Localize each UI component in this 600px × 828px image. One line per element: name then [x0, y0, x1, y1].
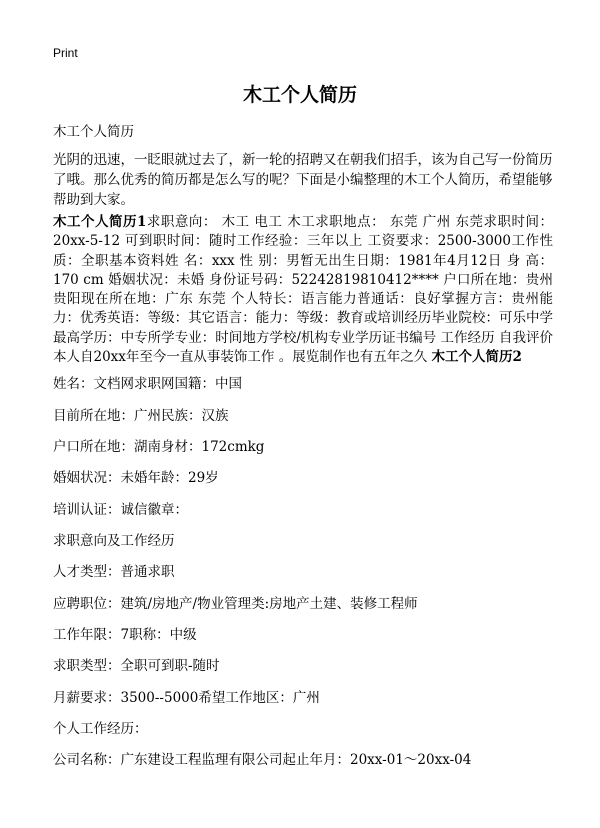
field-line: 目前所在地：广州民族：汉族: [53, 408, 229, 424]
intro-paragraph: 光阴的迅速，一眨眼就过去了，新一轮的招聘又在朝我们招手，该为自己写一份简历了哦。那么优秀的简历都是怎么写的呢？下面是小编整理的木工个人简历，希望能够帮助到大家。: [53, 152, 553, 208]
resume-1-body: 求职意向： 木工 电工 木工求职地点： 东莞 广州 东莞求职时间：20xx-5-12 可到职时间：随时工作经验：三年以上 工资要求：2500-3000工作性质：全职基本资料姓 名：xxx 性 别：男暂无出生日期：1981年4月12日 身 高：170 cm 婚姻状况：未婚 身份证号码：52242819810412**** 户口所在地：贵州 贵阳现在所在地：广东 东莞 个人特长：语言能力普通话：良好掌握方言：贵州能力：优秀英语：等级：其它语言：能力：等级：教育或培训经历毕业院校：可乐中学最高学历：中专所学专业：时间地方学校/机构专业学历证书编号 工作经历 自我评价本人自20xx年至今一直从事装饰工作 。展览制作也有五年之久: [53, 214, 553, 366]
resume-1-heading: 木工个人简历1: [53, 214, 147, 230]
field-line: 求职类型：全职可到职-随时: [53, 658, 220, 674]
section-heading: 个人工作经历：: [53, 721, 148, 737]
field-line: 姓名：文档网求职网国籍：中国: [53, 376, 242, 392]
resume-1-paragraph: [53, 213, 553, 367]
field-line: 应聘职位：建筑/房地产/物业管理类:房地产土建、装修工程师: [53, 596, 418, 612]
section-heading: 求职意向及工作经历: [53, 533, 175, 549]
field-line: 人才类型：普通求职: [53, 564, 175, 580]
field-line: 培训认证：诚信徽章：: [53, 502, 188, 518]
field-line: 月薪要求：3500--5000希望工作地区：广州: [53, 690, 320, 706]
page-title: 木工个人简历: [242, 84, 357, 106]
field-line: 婚姻状况：未婚年龄：29岁: [53, 470, 219, 486]
document-subtitle: 木工个人简历: [53, 124, 134, 140]
field-line: 公司名称：广东建设工程监理有限公司起止年月：20xx-01～20xx-04: [53, 752, 472, 768]
field-line: 户口所在地：湖南身材：172cmkg: [53, 439, 265, 455]
print-link[interactable]: Print: [53, 46, 78, 60]
field-line: 工作年限：7职称：中级: [53, 627, 197, 643]
resume-2-heading: 木工个人简历2: [431, 349, 522, 366]
